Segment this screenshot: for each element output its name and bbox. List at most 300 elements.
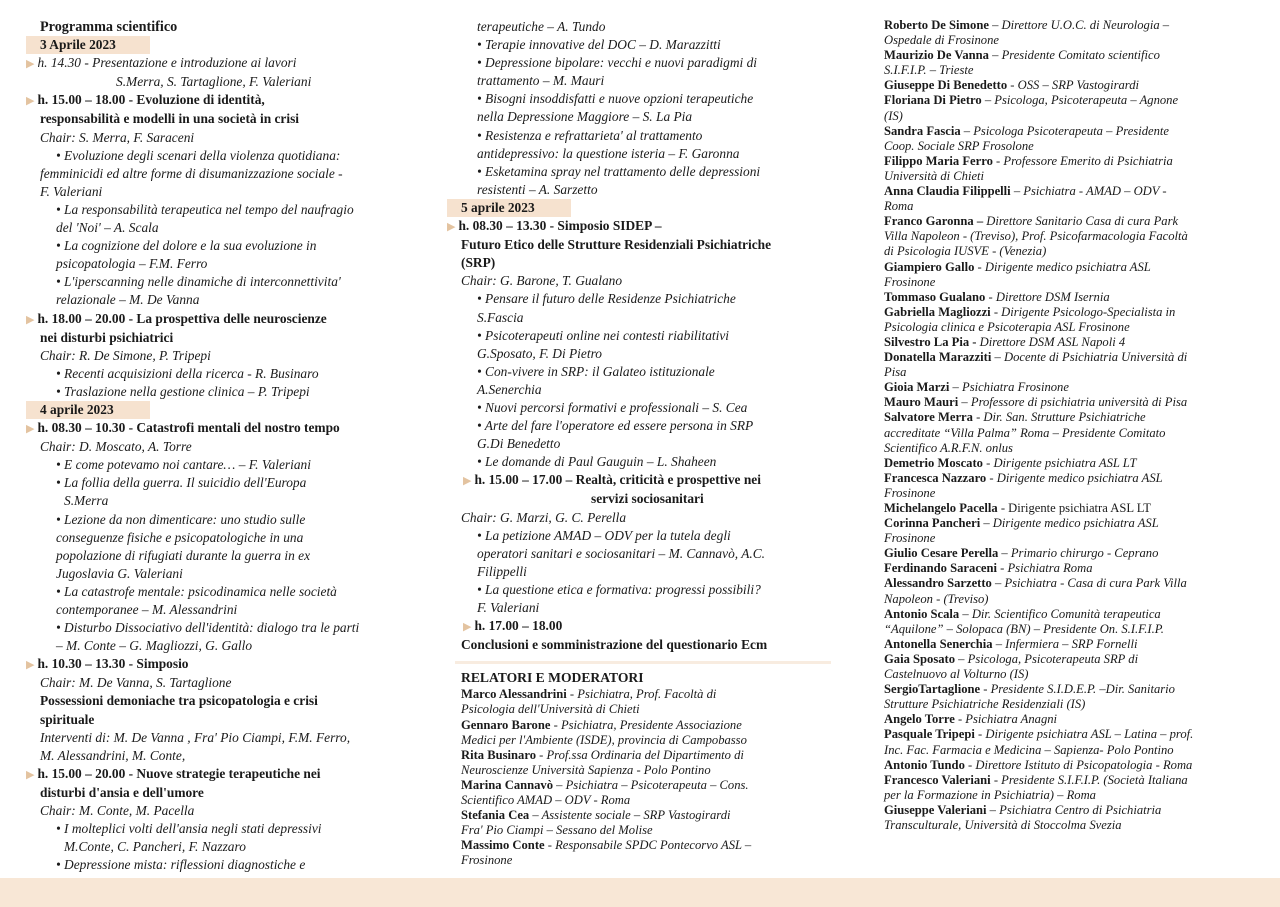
speaker-role: Direttore Sanitario Casa di cura Park <box>983 214 1179 229</box>
speaker-role: – Dirigente medico psichiatra ASL <box>980 516 1159 531</box>
line-text: h. 08.30 – 13.30 - Simposio SIDEP – <box>458 218 662 234</box>
speaker-role: – Professore di psichiatria università di Pisa <box>958 395 1188 410</box>
speaker-role: Castelnuovo al Volturno (IS) <box>884 667 1029 682</box>
program-column-2 <box>447 18 831 869</box>
line-text: – M. Conte – G. Magliozzi, G. Gallo <box>56 638 253 654</box>
session-line <box>26 419 410 438</box>
speaker-entry <box>884 712 1254 727</box>
speaker-entry <box>884 350 1254 365</box>
section-divider <box>455 661 831 664</box>
speaker-role: - Presidente S.I.D.E.P. –Dir. Sanitario <box>980 682 1175 697</box>
speaker-entry <box>884 124 1254 139</box>
speaker-role: Psicologia clinica e Psicoterapia ASL Frosinone <box>884 319 1130 334</box>
speaker-role: S.I.F.I.P. – Trieste <box>884 63 974 78</box>
speaker-role: Direttore DSM ASL Napoli 4 <box>976 334 1126 349</box>
program-line <box>461 581 831 599</box>
speaker-entry <box>884 576 1254 591</box>
speakers-list-part2 <box>884 18 1254 833</box>
speaker-name: Tommaso Gualano <box>884 289 986 304</box>
program-line <box>461 54 831 72</box>
line-text: • Depressione bipolare: vecchi e nuovi paradigmi di <box>477 55 757 71</box>
speaker-entry <box>884 743 1254 758</box>
line-text: operatori sanitari e sociosanitari – M. Cannavò, A.C. <box>477 545 766 561</box>
speaker-name: Maurizio De Vanna <box>884 48 989 63</box>
program-line <box>461 435 831 453</box>
speaker-entry <box>461 702 831 717</box>
speaker-name: Gennaro Barone <box>461 717 551 732</box>
speaker-entry <box>884 426 1254 441</box>
program-line <box>461 490 831 508</box>
program-line <box>461 636 831 654</box>
speaker-entry <box>884 229 1254 244</box>
speaker-role: - Direttore DSM Isernia <box>985 289 1110 304</box>
session-line <box>461 617 831 636</box>
program-line <box>461 417 831 435</box>
speaker-entry <box>461 748 831 763</box>
program-line <box>40 529 410 547</box>
speakers-list-part1 <box>461 687 831 868</box>
line-text: • La follia della guerra. Il suicidio dell'Europa <box>56 475 307 491</box>
speaker-entry <box>884 154 1254 169</box>
speaker-role: - Professore Emerito di Psichiatria <box>992 153 1173 168</box>
speaker-entry <box>461 763 831 778</box>
session-line <box>447 217 831 236</box>
speaker-entry <box>884 184 1254 199</box>
program-line <box>40 856 410 874</box>
program-line <box>40 474 410 492</box>
speaker-role: – Infermiera – SRP Fornelli <box>992 636 1138 651</box>
speaker-role: Frosinone <box>461 853 513 868</box>
speaker-entry <box>884 93 1254 108</box>
speaker-entry <box>461 793 831 808</box>
speaker-entry <box>884 290 1254 305</box>
speaker-entry <box>884 622 1254 637</box>
date-header <box>26 36 150 54</box>
program-line <box>40 329 410 347</box>
speaker-name: Alessandro Sarzetto <box>884 576 992 591</box>
speaker-name: Salvatore Merra <box>884 410 973 425</box>
line-text: Chair: M. De Vanna, S. Tartaglione <box>40 675 232 691</box>
speaker-role: - Dirigente medico psichiatra ASL <box>986 470 1163 485</box>
line-text: Filippelli <box>477 563 527 579</box>
program-line <box>40 492 410 510</box>
speaker-role: Psicologia dell'Università di Chieti <box>461 702 640 717</box>
line-text: • L'iperscanning nelle dinamiche di interconnettivita' <box>56 274 341 290</box>
line-text: femminicidi ed altre forme di disumanizzazione sociale - <box>40 165 343 181</box>
program-line <box>40 383 410 401</box>
speaker-entry <box>884 260 1254 275</box>
speaker-entry <box>884 697 1254 712</box>
date-header <box>26 401 150 419</box>
line-text: M.Conte, C. Pancheri, F. Nazzaro <box>64 839 246 855</box>
program-line <box>40 255 410 273</box>
speaker-entry <box>884 305 1254 320</box>
speaker-role: - Dirigente psichiatra ASL – Latina – prof. <box>974 727 1194 742</box>
line-text: (SRP) <box>461 255 496 271</box>
speaker-entry <box>884 48 1254 63</box>
speaker-name: Giuseppe Valeriani <box>884 802 987 817</box>
program-line <box>40 692 410 710</box>
speaker-role: - Dirigente medico psichiatra ASL <box>974 259 1151 274</box>
speaker-entry <box>884 18 1254 33</box>
program-title <box>40 18 410 36</box>
speaker-entry <box>461 733 831 748</box>
speaker-entry <box>884 788 1254 803</box>
speaker-role: - Dirigente psichiatra ASL LT <box>982 455 1137 470</box>
speaker-entry <box>884 199 1254 214</box>
speaker-entry <box>884 33 1254 48</box>
speaker-name: Roberto De Simone <box>884 18 989 32</box>
program-line <box>40 711 410 729</box>
speaker-role: – Primario chirurgo - Ceprano <box>998 546 1159 561</box>
speaker-entry <box>884 244 1254 259</box>
speaker-entry <box>884 607 1254 622</box>
line-text: disturbi d'ansia e dell'umore <box>40 784 204 800</box>
speaker-entry <box>884 335 1254 350</box>
program-line <box>40 601 410 619</box>
speaker-role: Medici per l'Ambiente (ISDE), provincia di Campobasso <box>461 732 747 747</box>
line-text: Chair: S. Merra, F. Saraceni <box>40 129 195 145</box>
program-line <box>40 838 410 856</box>
speaker-entry <box>461 838 831 853</box>
line-text: h. 08.30 – 10.30 - Catastrofi mentali del nostro tempo <box>37 420 340 436</box>
line-text: F. Valeriani <box>477 600 540 615</box>
line-text: del 'Noi' – A. Scala <box>56 220 159 236</box>
speaker-name: Sandra Fascia <box>884 123 961 138</box>
line-text: • La petizione AMAD – ODV per la tutela degli <box>477 527 731 543</box>
line-text: S.Merra, S. Tartaglione, F. Valeriani <box>116 74 312 90</box>
program-line <box>40 674 410 692</box>
speaker-role: - Presidente S.I.F.I.P. (Società Italiana <box>990 772 1188 787</box>
program-line <box>40 820 410 838</box>
line-text: servizi sociosanitari <box>591 491 704 507</box>
line-text: responsabilità e modelli in una società in crisi <box>40 111 300 127</box>
speaker-role: – Psichiatra Centro di Psichiatria <box>986 802 1162 817</box>
program-line <box>461 309 831 327</box>
speaker-role: – Presidente Comitato scientifico <box>988 48 1160 63</box>
line-text: h. 15.00 – 20.00 - Nuove strategie terapeutiche nei <box>37 765 321 781</box>
program-line <box>461 127 831 145</box>
speaker-entry <box>461 687 831 702</box>
arrow-bullet-icon: ▶ <box>463 475 472 488</box>
line-text: • Arte del fare l'operatore ed essere persona in SRP <box>477 418 754 434</box>
line-text: • Disturbo Dissociativo dell'identità: dialogo tra le parti <box>56 620 360 636</box>
speaker-name: Michelangelo Pacella <box>884 501 998 515</box>
speaker-name: Donatella Marazziti <box>884 350 992 365</box>
program-line <box>461 599 831 617</box>
line-text: S.Merra <box>64 493 109 509</box>
speaker-entry <box>884 727 1254 742</box>
speaker-role: Villa Napoleon - (Treviso), Prof. Psicofarmacologia Facoltà <box>884 229 1188 244</box>
speaker-name: Marco Alessandrini <box>461 687 567 702</box>
speaker-role: “Aquilone” – Solopaca (BN) – Presidente On. S.I.F.I.P. <box>884 621 1164 636</box>
speaker-role: Napoleon - (Treviso) <box>884 591 989 606</box>
program-line <box>40 165 410 183</box>
speaker-role: di Psicologia IUSVE - (Venezia) <box>884 244 1047 259</box>
arrow-bullet-icon: ▶ <box>26 423 35 436</box>
line-text: relazionale – M. De Vanna <box>56 292 200 308</box>
program-line <box>40 802 410 820</box>
line-text: trattamento – M. Mauri <box>477 73 605 89</box>
line-text: • Con-vivere in SRP: il Galateo istituzionale <box>477 363 715 379</box>
speaker-entry <box>461 853 831 868</box>
program-line <box>40 565 410 583</box>
program-line <box>461 563 831 581</box>
program-line <box>40 73 410 91</box>
speaker-entry <box>884 561 1254 576</box>
program-line <box>40 147 410 165</box>
speaker-role: – Psicologa, Psicoterapeuta SRP di <box>955 651 1139 666</box>
speaker-entry <box>884 682 1254 697</box>
speaker-role: - Prof.ssa Ordinaria del Dipartimento di <box>536 747 744 762</box>
program-line <box>461 145 831 163</box>
line-text: Jugoslavia G. Valeriani <box>56 565 183 581</box>
arrow-bullet-icon: ▶ <box>463 621 472 634</box>
line-text: resistenti – A. Sarzetto <box>477 181 598 197</box>
speaker-role: - Psichiatra, Prof. Facoltà di <box>566 687 717 702</box>
line-text: • Pensare il futuro delle Residenze Psichiatriche <box>477 291 736 307</box>
line-text: Futuro Etico delle Strutture Residenziali Psichiatriche <box>461 237 772 253</box>
line-text: • Traslazione nella gestione clinica – P. Tripepi <box>56 383 310 399</box>
line-text: Chair: D. Moscato, A. Torre <box>40 439 192 455</box>
line-text: • Nuovi percorsi formativi e professionali – S. Cea <box>477 399 748 415</box>
speaker-entry <box>884 139 1254 154</box>
speaker-name: Giulio Cesare Perella <box>884 546 999 561</box>
speaker-entry <box>884 214 1254 229</box>
speaker-entry <box>884 410 1254 425</box>
line-text: Interventi di: M. De Vanna , Fra' Pio Ciampi, F.M. Ferro, <box>40 729 351 745</box>
speaker-role: Frosinone <box>884 531 936 546</box>
speaker-name: Marina Cannavò <box>461 777 554 792</box>
speaker-entry <box>884 637 1254 652</box>
speaker-role: Frosinone <box>884 485 936 500</box>
speaker-role: – Docente di Psichiatria Università di <box>991 350 1188 365</box>
line-text: • Resistenza e refrattarieta' al trattamento <box>477 127 703 143</box>
line-text: • La questione etica e formativa: progressi possibili? <box>477 581 761 597</box>
program-line <box>40 365 410 383</box>
speaker-entry <box>884 78 1254 93</box>
line-text: Conclusioni e somministrazione del questionario Ecm <box>461 637 768 653</box>
speaker-name: Antonio Tundo <box>884 757 965 772</box>
speaker-name: Antonio Scala <box>884 606 960 621</box>
program-line <box>461 72 831 90</box>
program-line <box>461 327 831 345</box>
program-day3 <box>447 18 831 654</box>
program-line <box>40 291 410 309</box>
speaker-role: - Dirigente Psicologo-Specialista in <box>990 304 1176 319</box>
speaker-name: Franco Garonna – <box>884 214 984 229</box>
speaker-name: Giampiero Gallo <box>884 259 975 274</box>
speaker-name: Mauro Mauri <box>884 395 959 410</box>
line-text: Chair: R. De Simone, P. Tripepi <box>40 347 211 363</box>
line-text: nei disturbi psichiatrici <box>40 329 174 345</box>
speaker-name: Filippo Maria Ferro <box>884 153 993 168</box>
speaker-role: Scientifico AMAD – ODV - Roma <box>461 793 631 808</box>
speaker-role: Roma <box>884 199 914 214</box>
speaker-role: – Psicologa, Psicoterapeuta – Agnone <box>981 93 1179 108</box>
speaker-role: – Assistente sociale – SRP Vastogirardi <box>529 808 731 823</box>
program-line <box>40 511 410 529</box>
line-text: Chair: G. Barone, T. Gualano <box>461 273 623 289</box>
session-line <box>461 471 831 490</box>
line-text: G.Sposato, F. Di Pietro <box>477 345 602 361</box>
speaker-name: Silvestro La Pia - <box>884 334 977 349</box>
session-line <box>26 765 410 784</box>
speaker-role: (IS) <box>884 108 903 123</box>
arrow-bullet-icon: ▶ <box>26 313 35 326</box>
speaker-entry <box>884 365 1254 380</box>
program-line <box>40 456 410 474</box>
line-text: A.Senerchia <box>477 381 542 397</box>
speaker-role: Ospedale di Frosinone <box>884 33 999 48</box>
speaker-role: Strutture Psichiatriche Residenziali (IS) <box>884 697 1086 712</box>
program-line <box>40 347 410 365</box>
program-line <box>40 547 410 565</box>
arrow-bullet-icon: ▶ <box>26 768 35 781</box>
speaker-entry <box>884 501 1254 516</box>
line-text: Programma scientifico <box>40 19 178 35</box>
program-line <box>40 619 410 637</box>
line-text: • E come potevamo noi cantare… – F. Valeriani <box>56 457 311 473</box>
program-line <box>461 36 831 54</box>
speaker-entry <box>884 456 1254 471</box>
speaker-entry <box>884 275 1254 290</box>
program-line <box>461 453 831 471</box>
speaker-entry <box>461 808 831 823</box>
speaker-role: per la Formazione in Psichiatria) – Roma <box>884 787 1096 802</box>
program-line <box>461 254 831 272</box>
speaker-entry <box>884 667 1254 682</box>
line-text: F. Valeriani <box>40 183 103 199</box>
line-text: • Evoluzione degli scenari della violenza quotidiana: <box>56 147 341 163</box>
line-text: nella Depressione Maggiore – S. La Pia <box>477 109 693 125</box>
program-line <box>461 90 831 108</box>
speaker-entry <box>884 109 1254 124</box>
speaker-entry <box>884 803 1254 818</box>
speaker-role: - Responsabile SPDC Pontecorvo ASL – <box>544 838 752 853</box>
speaker-entry <box>884 592 1254 607</box>
speaker-entry <box>884 471 1254 486</box>
program-line <box>40 729 410 747</box>
line-text: • Terapie innovative del DOC – D. Marazzitti <box>477 37 721 53</box>
speaker-role: – Psichiatra – Psicoterapeuta – Cons. <box>553 777 749 792</box>
program-line <box>461 163 831 181</box>
line-text: terapeutiche – A. Tundo <box>477 19 606 34</box>
line-text: • Psicoterapeuti online nei contesti riabilitativi <box>477 327 730 343</box>
speaker-role: – Direttore U.O.C. di Neurologia – <box>988 18 1170 32</box>
line-text: • La responsabilità terapeutica nel tempo del naufragio <box>56 201 354 217</box>
speaker-role: Neuroscienze Università Sapienza - Polo Pontino <box>461 762 711 777</box>
program-line <box>40 637 410 655</box>
footer-band <box>0 878 1280 907</box>
line-text: h. 10.30 – 13.30 - Simposio <box>37 656 189 672</box>
session-line <box>26 54 410 73</box>
line-text: Chair: M. Conte, M. Pacella <box>40 803 195 819</box>
speaker-entry <box>461 823 831 838</box>
speaker-name: Antonella Senerchia <box>884 636 993 651</box>
program-line <box>40 583 410 601</box>
program-line <box>40 110 410 128</box>
program-line <box>40 201 410 219</box>
line-text: • Le domande di Paul Gauguin – L. Shaheen <box>477 454 717 470</box>
program-line <box>461 181 831 199</box>
program-line <box>40 183 410 201</box>
line-text: h. 17.00 – 18.00 <box>474 618 563 634</box>
speaker-name: Corinna Pancheri <box>884 516 981 531</box>
speaker-role: – Psichiatra - AMAD – ODV - <box>1010 184 1167 199</box>
speaker-entry <box>884 486 1254 501</box>
speaker-name: Giuseppe Di Benedetto <box>884 78 1008 93</box>
speaker-entry <box>884 380 1254 395</box>
speaker-entry <box>884 441 1254 456</box>
speaker-role: – Psichiatra Frosinone <box>949 380 1069 395</box>
line-text: h. 15.00 – 17.00 – Realtà, criticità e prospettive nei <box>474 472 761 488</box>
line-text: 3 Aprile 2023 <box>40 37 116 53</box>
line-text: • I molteplici volti dell'ansia negli stati depressivi <box>56 821 322 837</box>
speaker-name: SergioTartaglione <box>884 682 981 697</box>
line-text: • Bisogni insoddisfatti e nuove opzioni terapeutiche <box>477 91 754 107</box>
line-text: psicopatologia – F.M. Ferro <box>56 256 208 272</box>
speaker-entry <box>884 531 1254 546</box>
speaker-role: - Dir. San. Strutture Psichiatriche <box>972 410 1146 425</box>
speaker-entry <box>884 320 1254 335</box>
speaker-name: Francesco Valeriani <box>884 772 991 787</box>
arrow-bullet-icon: ▶ <box>447 221 456 234</box>
program-line <box>461 18 831 36</box>
program-line <box>40 747 410 765</box>
program-column-1 <box>26 18 410 874</box>
arrow-bullet-icon: ▶ <box>26 95 35 108</box>
program-line <box>461 509 831 527</box>
speaker-role: Transculturale, Università di Stoccolma Svezia <box>884 817 1122 832</box>
speaker-role: - Psichiatra Anagni <box>954 712 1058 727</box>
speaker-entry <box>884 395 1254 410</box>
line-text: • La cognizione del dolore e la sua evoluzione in <box>56 238 317 254</box>
speaker-entry <box>884 818 1254 833</box>
speaker-name: Massimo Conte <box>461 838 545 853</box>
program-line <box>461 545 831 563</box>
program-line <box>461 527 831 545</box>
line-text: contemporanee – M. Alessandrini <box>56 602 238 617</box>
program-line <box>40 273 410 291</box>
line-text: • La catastrofe mentale: psicodinamica nelle società <box>56 583 337 599</box>
program-line <box>461 236 831 254</box>
program-line <box>40 784 410 802</box>
speaker-role: - OSS – SRP Vastogirardi <box>1007 78 1140 93</box>
line-text: • Recenti acquisizioni della ricerca - R. Businaro <box>56 365 319 381</box>
speaker-role: – Psichiatra - Casa di cura Park Villa <box>991 576 1187 591</box>
line-text: h. 18.00 – 20.00 - La prospettiva delle neuroscienze <box>37 310 327 326</box>
program-line <box>461 345 831 363</box>
line-text: • Lezione da non dimenticare: uno studio sulle <box>56 511 306 527</box>
program-line <box>461 363 831 381</box>
program-line <box>461 399 831 417</box>
session-line <box>26 655 410 674</box>
arrow-bullet-icon: ▶ <box>26 58 35 71</box>
program-line <box>461 272 831 290</box>
line-text: antidepressivo: la questione isteria – F. Garonna <box>477 145 740 161</box>
program-line <box>40 219 410 237</box>
speaker-entry <box>884 652 1254 667</box>
program-line <box>40 438 410 456</box>
speaker-name: Gaia Sposato <box>884 651 956 666</box>
speaker-name: Gabriella Magliozzi <box>884 304 991 319</box>
line-text: conseguenze fisiche e psicopatologiche in una <box>56 529 304 545</box>
speaker-role: accreditate “Villa Palma” Roma – Presidente Comitato <box>884 425 1166 440</box>
speaker-entry <box>461 718 831 733</box>
program-line <box>40 129 410 147</box>
speaker-entry <box>884 773 1254 788</box>
